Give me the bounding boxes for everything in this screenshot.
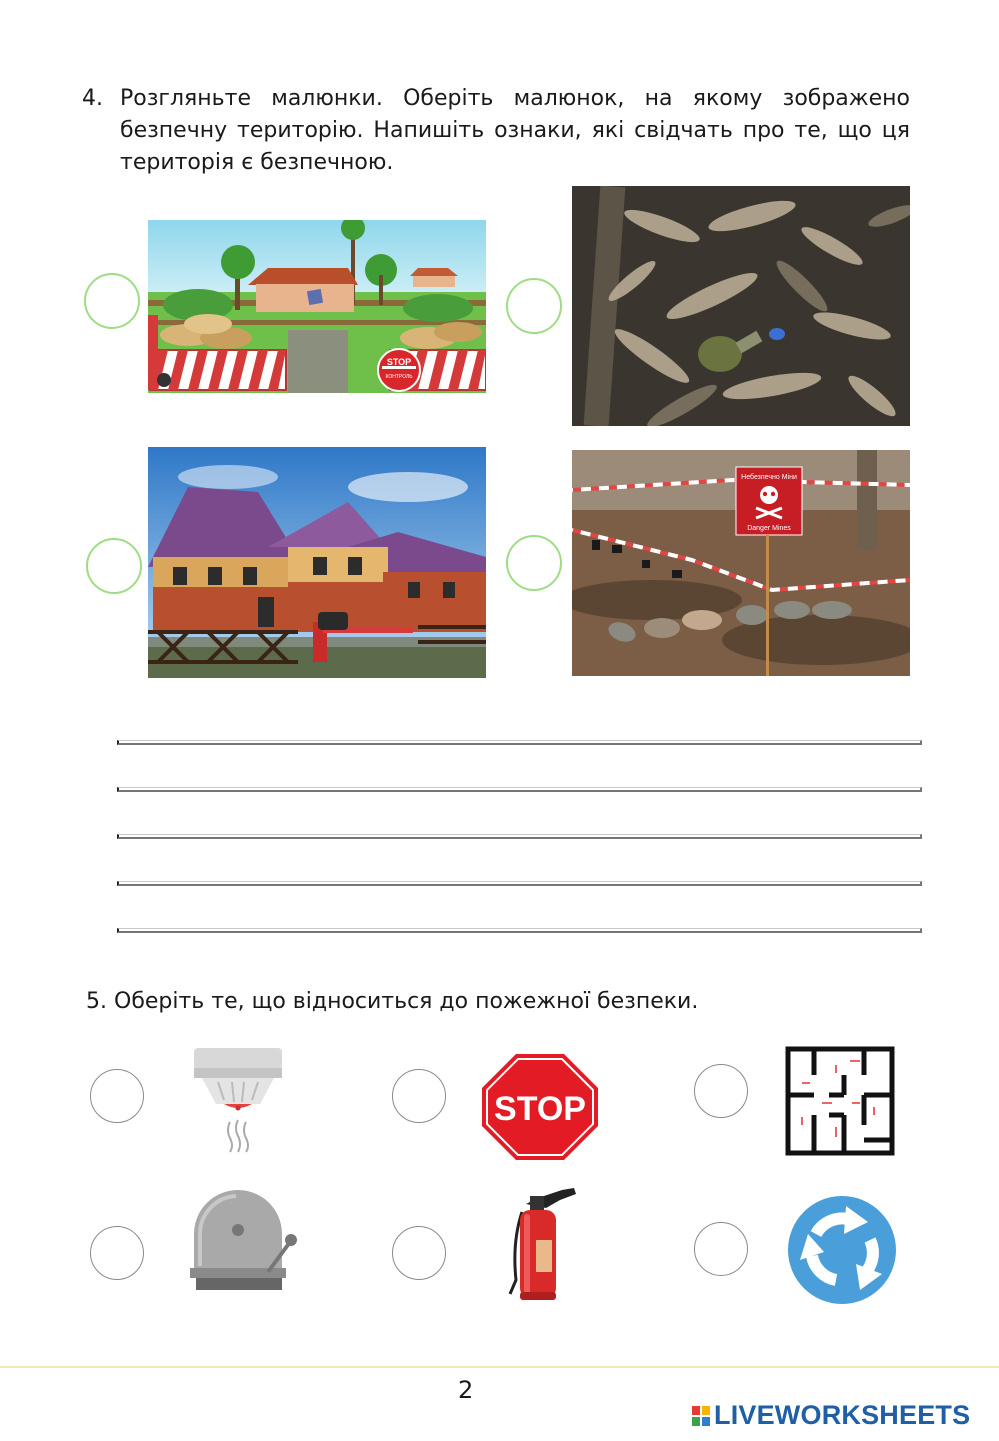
answer-line-4[interactable]	[117, 881, 922, 886]
minefield-image[interactable]	[572, 450, 910, 676]
task4-option-minefield-radio[interactable]	[506, 535, 562, 591]
task4-option-grenade-radio[interactable]	[506, 278, 562, 334]
task5-number: 5.	[86, 989, 107, 1014]
mine-sign-title: Небезпечно Міни	[741, 474, 797, 481]
skull-icon	[760, 486, 778, 504]
watermark-icon	[157, 373, 171, 387]
alarm-bell-icon[interactable]	[186, 1184, 300, 1292]
fire-extinguisher-icon[interactable]	[500, 1182, 582, 1304]
grenade-image[interactable]	[572, 186, 910, 426]
stop-sign-icon[interactable]	[474, 1048, 606, 1166]
task4-instruction: Розгляньте малюнки. Оберіть малюнок, на якому зображено безпечну територію. Напишіть ознаки, які свідчать про те, що ця територія є безпечною.	[120, 86, 910, 175]
checkpoint-stop-text: STOP	[386, 357, 412, 367]
liveworksheets-logo-icon	[692, 1406, 710, 1426]
task5-option-evacuation-plan-radio[interactable]	[694, 1064, 748, 1118]
task4-option-checkpoint-radio[interactable]	[84, 273, 140, 329]
task5-option-fire-extinguisher-radio[interactable]	[392, 1226, 446, 1280]
task5-option-stop-sign-radio[interactable]	[392, 1069, 446, 1123]
task5-text: Оберіть те, що відноситься до пожежної безпеки.	[114, 989, 699, 1014]
stop-sign-label: STOP	[494, 1090, 586, 1128]
task5-option-roundabout-radio[interactable]	[694, 1222, 748, 1276]
page-number: 2	[458, 1376, 474, 1404]
answer-line-2[interactable]	[117, 787, 922, 792]
footer-divider	[0, 1366, 999, 1368]
checkpoint-image[interactable]	[148, 220, 486, 393]
task4-number: 4.	[82, 86, 103, 111]
answer-line-1[interactable]	[117, 740, 922, 745]
answer-line-3[interactable]	[117, 834, 922, 839]
task5-option-alarm-bell-radio[interactable]	[90, 1226, 144, 1280]
smoke-detector-icon[interactable]	[188, 1042, 288, 1157]
liveworksheets-logo[interactable]	[692, 1400, 970, 1431]
checkpoint-control-text: КОНТРОЛЬ	[385, 374, 413, 380]
evacuation-plan-icon[interactable]	[784, 1045, 896, 1157]
roundabout-sign-icon[interactable]	[786, 1194, 898, 1306]
liveworksheets-brand-text: LIVEWORKSHEETS	[714, 1400, 971, 1430]
task4-option-house-radio[interactable]	[86, 538, 142, 594]
task5-instruction	[86, 986, 698, 1018]
house-image[interactable]	[148, 447, 486, 678]
answer-line-5[interactable]	[117, 928, 922, 933]
task5-option-smoke-detector-radio[interactable]	[90, 1069, 144, 1123]
mine-sign-subtitle: Danger Mines	[747, 525, 791, 532]
